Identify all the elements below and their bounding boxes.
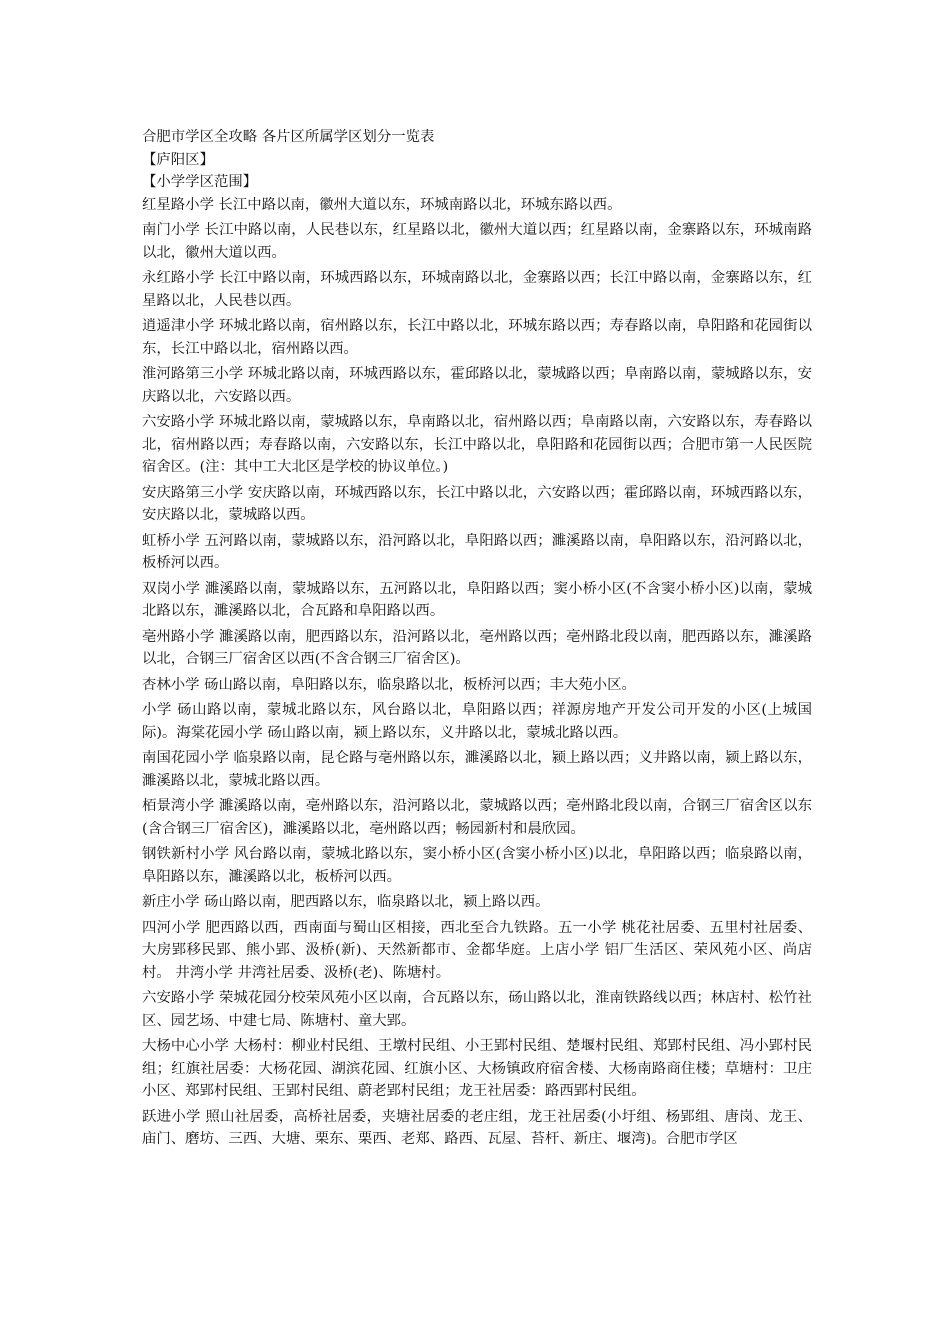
paragraph: 六安路小学 环城北路以南，蒙城路以东，阜南路以北，宿州路以西；阜南路以南，六安路以东，寿春路以北，宿州路以西；寿春路以南，六安路以东，长江中路以北，阜阳路和花园街以西；合肥市第一人民医院宿舍区。(注：其中工大北区是学校的协议单位。) [142,414,812,475]
paragraph: 四河小学 肥西路以西，西南面与蜀山区相接，西北至合九铁路。五一小学 桃花社居委、五里村社居委、大房郢移民郢、熊小郢、汲桥(新)、天然新都市、金都华庭。上店小学 铝厂生活区、荣风苑小区、尚店村。 井湾小学 井湾社居委、汲桥(老)、陈塘村。 [142,919,812,981]
paragraph: 红星路小学 长江中路以南，徽州大道以东，环城南路以北，环城东路以西。 [142,196,622,213]
paragraph: 杏林小学 砀山路以南，阜阳路以东，临泉路以北，板桥河以西；丰大苑小区。 [142,676,636,693]
document-title: 合肥市学区全攻略 各片区所属学区划分一览表 [142,129,435,145]
document-page [142,126,812,1154]
paragraph: 亳州路小学 濉溪路以南，肥西路以东，沿河路以北，亳州路以西；亳州路北段以南，肥西路以东，濉溪路以北，合钢三厂宿舍区以西(不含合钢三厂宿舍区)。 [142,628,812,667]
paragraph: 钢铁新村小学 风台路以南，蒙城北路以东，窦小桥小区(含窦小桥小区)以北，阜阳路以西；临泉路以南，阜阳路以东，濉溪路以北，板桥河以西。 [142,846,812,885]
paragraph: 小学 砀山路以南，蒙城北路以东，风台路以北，阜阳路以西；祥源房地产开发公司开发的小区(上城国际)。海棠花园小学 砀山路以南，颍上路以东，义井路以北，蒙城北路以西。 [142,702,812,741]
paragraph: 逍遥津小学 环城北路以南，宿州路以东，长江中路以北，环城东路以西；寿春路以南，阜阳路和花园街以东，长江中路以北，宿州路以西。 [142,318,812,357]
paragraph: 永红路小学 长江中路以南，环城西路以东，环城南路以北，金寨路以西；长江中路以南，金寨路以东，红星路以北，人民巷以西。 [142,270,812,309]
paragraph: 六安路小学 荣城花园分校荣风苑小区以南，合瓦路以东，砀山路以北，淮南铁路线以西；林店村、松竹社区、园艺场、中建七局、陈塘村、童大郢。 [142,990,812,1029]
district-heading: 【庐阳区】 [142,151,214,168]
paragraph: 南门小学 长江中路以南，人民巷以东，红星路以北，徽州大道以西；红星路以南，金寨路以东，环城南路以北，徽州大道以西。 [142,222,812,261]
section-heading: 【小学学区范围】 [142,174,258,190]
paragraph: 新庄小学 砀山路以南，肥西路以东，临泉路以北，颍上路以西。 [142,894,550,910]
paragraph: 南国花园小学 临泉路以南，昆仑路与亳州路以东，濉溪路以北，颍上路以西；义井路以南，颍上路以东，濉溪路以北，蒙城北路以西。 [142,750,812,789]
paragraph: 淮河路第三小学 环城北路以南，环城西路以东，霍邱路以北，蒙城路以西；阜南路以南，蒙城路以东，安庆路以北，六安路以西。 [142,366,812,405]
paragraph: 跃进小学 照山社居委，高桥社居委，夹塘社居委的老庄组，龙王社居委(小圩组、杨郢组、唐岗、龙王、庙门、磨坊、三西、大塘、栗东、栗西、老郑、路西、瓦屋、苔杆、新庄、堰湾)。合肥市学区 [142,1108,812,1147]
paragraph: 安庆路第三小学 安庆路以南，环城西路以东，长江中路以北，六安路以西；霍邱路以南，环城西路以东，安庆路以北，蒙城路以西。 [142,484,812,523]
paragraph: 大杨中心小学 大杨村：柳业村民组、王墩村民组、小王郢村民组、楚堰村民组、郑郢村民组、冯小郢村民组；红旗社居委：大杨花园、湖滨花园、红旗小区、大杨镇政府宿舍楼、大杨南路商住楼；草塘村：卫庄小区、郑郢村民组、王郢村民组、蔚老郢村民组；龙王社居委：路西郢村民组。 [142,1038,812,1099]
paragraph: 双岗小学 濉溪路以南，蒙城路以东，五河路以北，阜阳路以西；窦小桥小区(不含窦小桥小区)以南，蒙城北路以东，濉溪路以北，合瓦路和阜阳路以西。 [142,580,812,619]
paragraph: 虹桥小学 五河路以南，蒙城路以东，沿河路以北，阜阳路以西；濉溪路以南，阜阳路以东，沿河路以北，板桥河以西。 [142,532,812,571]
paragraph: 栢景湾小学 濉溪路以南，亳州路以东，沿河路以北，蒙城路以西；亳州路北段以南，合钢三厂宿舍区以东(含合钢三厂宿舍区)，濉溪路以北，亳州路以西；畅园新村和晨欣园。 [142,798,812,837]
